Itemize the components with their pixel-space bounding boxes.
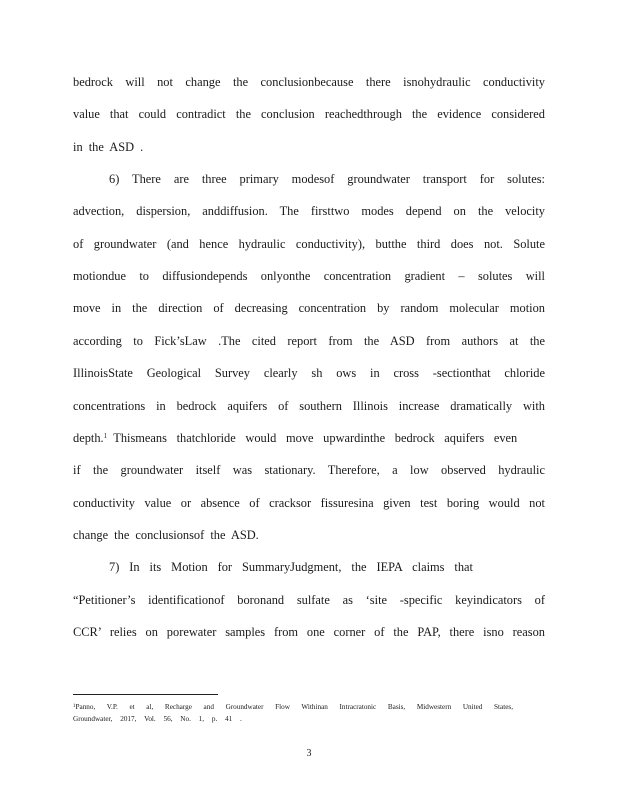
page-number: 3 — [306, 748, 312, 759]
footnote-separator — [73, 694, 218, 695]
body-line: “Petitioner’s identificationof boronand sulfate as ‘site -specific keyindicators of — [73, 593, 545, 607]
footnote-text: Panno, V.P. et al, Recharge and Groundwater Flow Withinan Intracratonic Basis, Midwestern United States, — [75, 703, 513, 711]
footnote-reference[interactable]: 1 — [103, 432, 108, 440]
body-line: move in the direction of decreasing concentration by random molecular motion — [73, 301, 545, 315]
body-line: conductivity value or absence of cracksor fissuresina given test boring would not — [73, 496, 545, 510]
body-line-with-footnote — [73, 430, 545, 446]
body-line: IllinoisState Geological Survey clearly sh ows in cross -sectionthat chloride — [73, 366, 545, 380]
paragraph-6-first-line: 6) There are three primary modesof groundwater transport for solutes: — [109, 172, 545, 186]
footnote-line: Groundwater, 2017, Vol. 56, No. 1, p. 41 . — [73, 715, 242, 723]
body-text: Thismeans thatchloride would move upwardinthe bedrock aquifers even — [113, 431, 518, 445]
body-line: value that could contradict the conclusion reachedthrough the evidence considered — [73, 107, 545, 121]
paragraph-7-first-line: 7) In its Motion for SummaryJudgment, the IEPA claims that — [109, 560, 473, 574]
body-line: CCR’ relies on porewater samples from one corner of the PAP, there isno reason — [73, 625, 545, 639]
body-line: change the conclusionsof the ASD. — [73, 528, 259, 542]
body-line: motiondue to diffusiondepends onlyonthe concentration gradient – solutes will — [73, 269, 545, 283]
body-line: according to Fick’sLaw .The cited report from the ASD from authors at the — [73, 334, 545, 348]
body-text: depth. — [73, 431, 104, 445]
body-line: bedrock will not change the conclusionbecause there isnohydraulic conductivity — [73, 75, 545, 89]
body-line: in the ASD . — [73, 140, 144, 154]
body-line: if the groundwater itself was stationary. Therefore, a low observed hydraulic — [73, 463, 545, 477]
body-line: of groundwater (and hence hydraulic conductivity), butthe third does not. Solute — [73, 237, 545, 251]
footnote-line — [73, 702, 513, 712]
body-line: concentrations in bedrock aquifers of southern Illinois increase dramatically with — [73, 399, 545, 413]
body-line: advection, dispersion, anddiffusion. The firsttwo modes depend on the velocity — [73, 204, 545, 218]
footnote-marker: 1 — [73, 704, 76, 709]
